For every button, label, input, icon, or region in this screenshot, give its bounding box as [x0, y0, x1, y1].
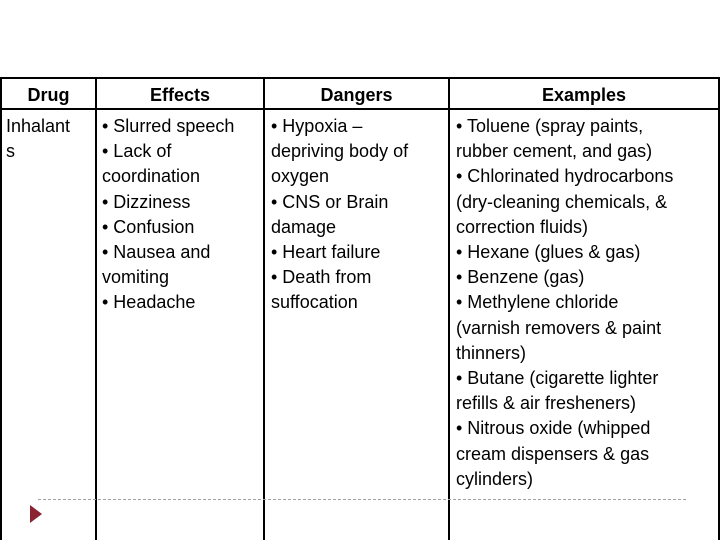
table-left-border	[0, 77, 2, 540]
dashed-divider	[38, 499, 686, 500]
header-bottom-border	[0, 108, 720, 110]
header-effects: Effects	[149, 85, 211, 105]
table-top-border	[0, 77, 720, 79]
column-divider-1	[95, 77, 97, 540]
column-divider-2	[263, 77, 265, 540]
column-divider-3	[448, 77, 450, 540]
cell-drug: Inhalant s	[6, 116, 71, 162]
header-examples: Examples	[541, 85, 627, 105]
header-dangers: Dangers	[320, 85, 393, 105]
cell-dangers: • Hypoxia – depriving body of oxygen • CNS or Brain damage • Heart failure • Death from suffocation	[271, 116, 409, 313]
cell-examples: • Toluene (spray paints, rubber cement, and gas) • Chlorinated hydrocarbons (dry-cleaning chemicals, & correction fluids) • Hexane (glues & gas) • Benzene (gas) • Methylene chloride (varnish removers & paint thinners) • Butane (cigarette lighter refills & air fresheners) • Nitrous oxide (whipped cream dispensers & gas cylinders)	[456, 116, 674, 489]
triangle-right-icon[interactable]	[30, 505, 42, 523]
header-drug: Drug	[27, 85, 70, 105]
cell-effects: • Slurred speech • Lack of coordination • Dizziness • Confusion • Nausea and vomiting • Headache	[102, 116, 235, 313]
